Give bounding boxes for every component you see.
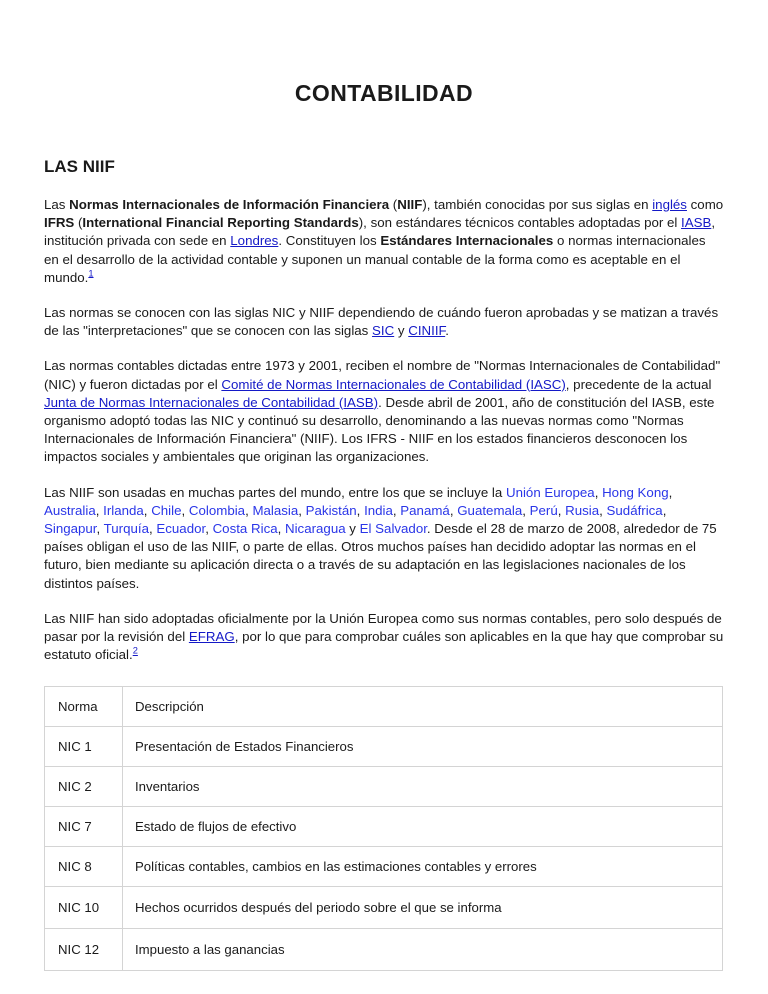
text-fragment: , xyxy=(594,484,603,500)
link-singapur[interactable]: Singapur xyxy=(44,521,97,537)
text-fragment: , xyxy=(392,502,401,518)
link-londres[interactable]: Londres xyxy=(230,233,279,249)
bold-niif: NIIF xyxy=(397,196,423,212)
link-nicaragua[interactable]: Nicaragua xyxy=(285,521,346,537)
table-row xyxy=(45,807,723,847)
footnote-ref-2-link[interactable]: 2 xyxy=(132,645,138,656)
link-union-europea[interactable]: Unión Europea xyxy=(505,484,595,500)
link-rusia[interactable]: Rusia xyxy=(565,502,600,518)
link-sic[interactable]: SIC xyxy=(372,323,395,339)
link-chile[interactable]: Chile xyxy=(151,502,182,518)
cell-norma: NIC 1 xyxy=(45,727,123,767)
link-panama[interactable]: Panamá xyxy=(400,502,450,518)
text-fragment: , xyxy=(298,502,306,518)
text-fragment: o normas internacionales en el desarrollo de la actividad contable y suponen un manual contable de la forma como es aceptable en el mundo. xyxy=(44,233,706,285)
link-australia[interactable]: Australia xyxy=(44,502,96,518)
text-fragment: ( xyxy=(74,215,83,231)
link-iasb[interactable]: IASB xyxy=(681,215,712,231)
cell-descripcion: Impuesto a las ganancias xyxy=(123,929,723,971)
text-fragment: , xyxy=(96,521,104,537)
table-row xyxy=(45,887,723,929)
paragraph-adopcion-union-europea xyxy=(44,593,724,665)
footnote-ref-1-link[interactable]: 1 xyxy=(88,268,94,279)
text-fragment: y xyxy=(394,323,409,339)
table-header-row xyxy=(45,687,723,727)
cell-descripcion: Inventarios xyxy=(123,767,723,807)
bold-ifrs: IFRS xyxy=(44,215,75,231)
bold-normas-internacionales: Normas Internacionales de Información Financiera xyxy=(69,196,390,212)
text-fragment: , xyxy=(449,502,458,518)
page-title: CONTABILIDAD xyxy=(294,80,474,106)
text-fragment: , xyxy=(181,502,189,518)
link-irlanda[interactable]: Irlanda xyxy=(103,502,144,518)
cell-norma: NIC 2 xyxy=(45,767,123,807)
text-fragment: . Desde abril de 2001, año de constitución del IASB, este organismo adoptó todas las NIC y continuó su desarrollo, denominando a las nuevas normas como "Normas Internacionales de Información Financiera" (NIIF). Los IFRS - NIIF en los estados financieros desconocen los impactos sociales y ambientales que originan las organizaciones. xyxy=(44,394,715,465)
text-fragment: , por lo que para comprobar cuáles son aplicables en la que hay que comprobar su estatuto oficial. xyxy=(44,629,724,663)
cell-descripcion: Estado de flujos de efectivo xyxy=(123,807,723,847)
text-fragment: Las NIIF son usadas en muchas partes del mundo, entre los que se incluye la xyxy=(44,484,506,500)
link-ciniif[interactable]: CINIIF xyxy=(408,323,446,339)
footnote-ref-1[interactable] xyxy=(88,268,93,278)
norms-table xyxy=(44,686,723,971)
text-fragment: , xyxy=(143,502,152,518)
link-india[interactable]: India xyxy=(364,502,393,518)
text-fragment: , xyxy=(149,521,157,537)
text-fragment: , xyxy=(668,484,673,500)
text-fragment: y xyxy=(345,521,360,537)
cell-norma: NIC 7 xyxy=(45,807,123,847)
text-fragment: , xyxy=(277,521,285,537)
text-fragment: Las normas contables dictadas entre 1973 y 2001, reciben el nombre de "Normas Internacionales de Contabilidad" (NIC) y fueron dictadas por el xyxy=(44,358,721,392)
cell-norma: NIC 12 xyxy=(45,929,123,971)
footnote-ref-2[interactable] xyxy=(133,646,138,656)
paragraph-historia-normas xyxy=(44,340,724,466)
table-row xyxy=(45,727,723,767)
text-fragment: como xyxy=(686,196,724,212)
cell-descripcion: Presentación de Estados Financieros xyxy=(123,727,723,767)
text-fragment: . xyxy=(445,323,449,339)
link-efrag[interactable]: EFRAG xyxy=(188,629,235,645)
bold-international-financial-reporting-standards: International Financial Reporting Standards xyxy=(82,215,359,231)
text-fragment: . Constituyen los xyxy=(278,233,381,249)
column-header-norma: Norma xyxy=(45,687,123,727)
text-fragment: , xyxy=(662,502,667,518)
link-costa-rica[interactable]: Costa Rica xyxy=(212,521,278,537)
table-row xyxy=(45,767,723,807)
table-row xyxy=(45,847,723,887)
link-peru[interactable]: Perú xyxy=(529,502,558,518)
link-turquia[interactable]: Turquía xyxy=(103,521,149,537)
link-malasia[interactable]: Malasia xyxy=(252,502,299,518)
text-fragment: ), también conocidas por sus siglas en xyxy=(422,196,653,212)
text-fragment: , xyxy=(557,502,566,518)
cell-descripcion: Políticas contables, cambios en las estimaciones contables y errores xyxy=(123,847,723,887)
text-fragment: , xyxy=(522,502,530,518)
text-fragment: , institución privada con sede en xyxy=(44,215,716,249)
link-comite-normas-iasc[interactable]: Comité de Normas Internacionales de Contabilidad (IASC) xyxy=(221,376,566,392)
link-colombia[interactable]: Colombia xyxy=(188,502,246,518)
link-pakistan[interactable]: Pakistán xyxy=(305,502,357,518)
link-junta-normas-iasb[interactable]: Junta de Normas Internacionales de Contabilidad (IASB) xyxy=(44,394,379,410)
text-fragment: , xyxy=(205,521,213,537)
text-fragment: , xyxy=(245,502,253,518)
cell-descripcion: Hechos ocurridos después del periodo sobre el que se informa xyxy=(123,887,723,929)
link-ingles[interactable]: inglés xyxy=(652,196,687,212)
text-fragment: . Desde el 28 de marzo de 2008, alrededor de 75 países obligan el uso de las NIIF, o parte de ellas. Otros muchos países han decidido adoptar las normas en el futuro, bien mediante su aplicación directa o a través de su adaptación en las legislaciones nacionales de los distintos países. xyxy=(44,521,717,591)
section-heading-las-niif: LAS NIIF xyxy=(44,156,115,176)
table-row xyxy=(45,929,723,971)
text-fragment: ), son estándares técnicos contables adoptadas por el xyxy=(358,215,682,231)
link-hong-kong[interactable]: Hong Kong xyxy=(602,484,669,500)
text-fragment: Las NIIF han sido adoptadas oficialmente por la Unión Europea como sus normas contables, pero solo después de pasar por la revisión del xyxy=(44,610,722,645)
norms-table-body xyxy=(45,687,723,971)
cell-norma: NIC 8 xyxy=(45,847,123,887)
paragraph-siglas-nic-niif xyxy=(44,287,724,340)
link-el-salvador[interactable]: El Salvador xyxy=(359,521,427,537)
text-fragment: , xyxy=(356,502,365,518)
text-fragment: Las normas se conocen con las siglas NIC y NIIF dependiendo de cuándo fueron aprobadas y se matizan a través de las "interpretaciones" que se conocen con las siglas xyxy=(44,305,719,339)
link-sudafrica[interactable]: Sudáfrica xyxy=(606,502,663,518)
link-guatemala[interactable]: Guatemala xyxy=(457,502,523,518)
link-ecuador[interactable]: Ecuador xyxy=(156,521,206,537)
text-fragment: ( xyxy=(389,196,398,212)
text-fragment: , precedente de la actual xyxy=(565,376,712,392)
column-header-descripcion: Descripción xyxy=(123,687,723,727)
text-fragment: , xyxy=(599,502,607,518)
paragraph-paises-adoptantes xyxy=(44,467,724,593)
text-fragment: , xyxy=(95,502,104,518)
paragraph-definicion-niif xyxy=(44,177,724,287)
cell-norma: NIC 10 xyxy=(45,887,123,929)
bold-estandares-internacionales: Estándares Internacionales xyxy=(380,233,554,249)
text-fragment: Las xyxy=(44,196,70,212)
